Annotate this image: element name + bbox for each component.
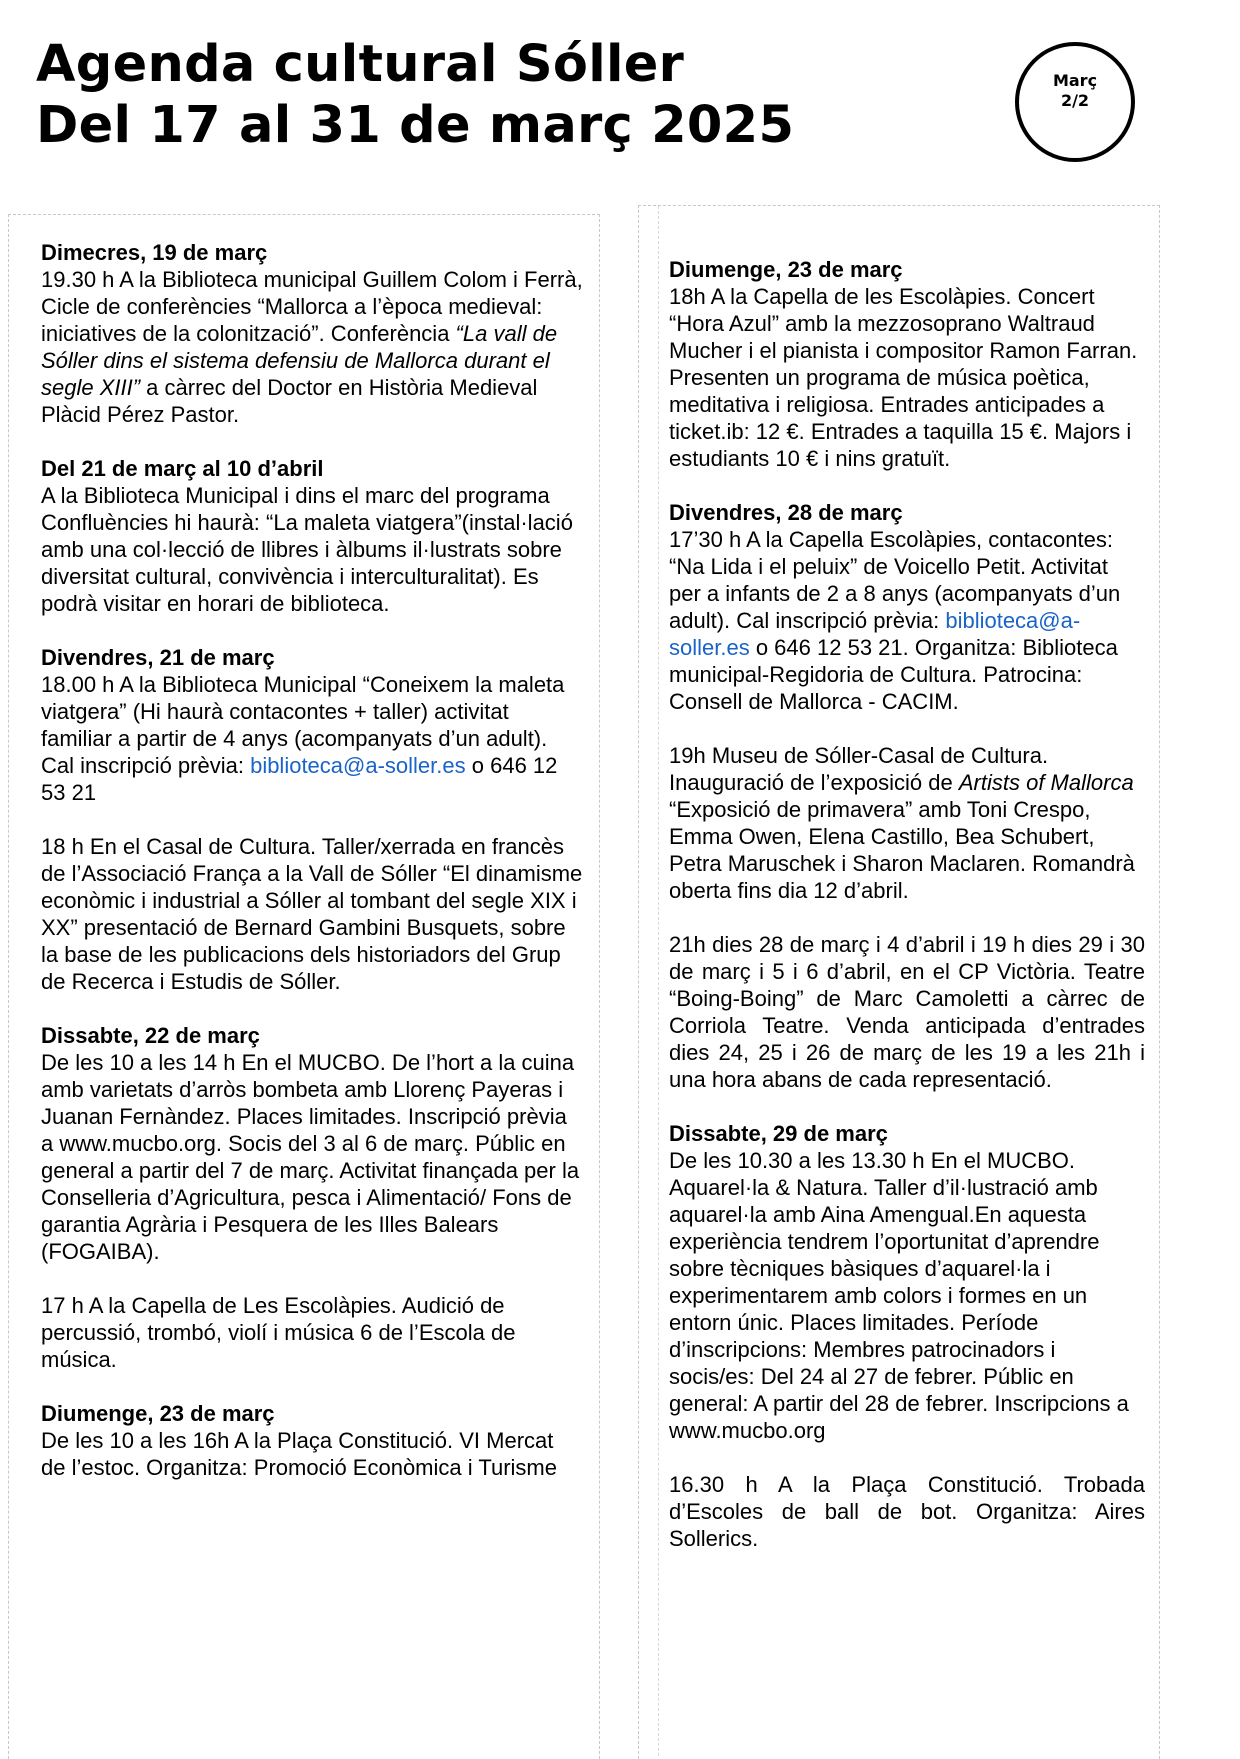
event-entry: [41, 1022, 583, 1265]
event-entry: [41, 644, 583, 806]
event-title-italic: Artists of Mallorca: [958, 770, 1134, 795]
title-line-1: Agenda cultural Sóller: [36, 35, 685, 94]
event-entry: [669, 499, 1145, 715]
event-date: Dissabte, 22 de març: [41, 1023, 260, 1048]
badge-month: Març: [1052, 71, 1098, 90]
event-date: Divendres, 21 de març: [41, 645, 275, 670]
event-date: Del 21 de març al 10 d’abril: [41, 456, 324, 481]
event-text: [669, 526, 1145, 715]
title-line-2: Del 17 al 31 de març 2025: [36, 96, 795, 155]
event-entry: [669, 931, 1145, 1093]
event-text: [41, 266, 583, 428]
event-entry: [41, 1400, 583, 1481]
event-text: A la Biblioteca Municipal i dins el marc del programa Confluències hi haurà: “La maleta viatgera”(instal·lació amb una col·lecció de llibres i àlbums il·lustrats sobre diversitat cultural, convivència i interculturalitat). Es podrà visitar en horari de biblioteca.: [41, 483, 573, 616]
event-entry: [41, 833, 583, 995]
event-text: 18h A la Capella de les Escolàpies. Concert “Hora Azul” amb la mezzosoprano Waltraud Mucher i el pianista i compositor Ramon Farran. Presenten un programa de música poètica, meditativa i religiosa. Entrades anticipades a ticket.ib: 12 €. Entrades a taquilla 15 €. Majors i estudiants 10 € i nins gratuït.: [669, 284, 1138, 471]
event-text-part: o 646 12 53 21. Organitza: Biblioteca municipal-Regidoria de Cultura. Patrocina: Consell de Mallorca - CACIM.: [669, 635, 1118, 714]
event-text-part: 19.30 h A la Biblioteca municipal Guillem Colom i Ferrà, Cicle de conferències “Mallorca a l’època medieval: iniciatives de la colonització”. Conferència: [41, 267, 583, 346]
event-text: De les 10 a les 14 h En el MUCBO. De l’hort a la cuina amb varietats d’arròs bombeta amb Llorenç Payeras i Juanan Fernàndez. Places limitades. Inscripció prèvia a www.mucbo.org. Socis del 3 al 6 de març. Públic en general a partir del 7 de març. Activitat finançada per la Conselleria d’Agricultura, pesca i Alimentació/ Fons de garantia Agrària i Pesquera de les Illes Balears (FOGAIBA).: [41, 1050, 580, 1264]
email-link[interactable]: biblioteca@a-soller.es: [669, 608, 1081, 660]
event-text: De les 10 a les 16h A la Plaça Constitució. VI Mercat de l’estoc. Organitza: Promoció Econòmica i Turisme: [41, 1428, 557, 1480]
event-entry: [669, 742, 1145, 904]
event-text-part: 17’30 h A la Capella Escolàpies, contacontes: “Na Lida i el peluix” de Voicello Petit. Activitat per a infants de 2 a 8 anys (acompanyats d’un adult). Cal inscripció prèvia:: [669, 527, 1121, 633]
event-text: [669, 742, 1145, 904]
event-text: 18 h En el Casal de Cultura. Taller/xerrada en francès de l’Associació França a la Vall de Sóller “El dinamisme econòmic i industrial a Sóller al tombant del segle XIX i XX” presentació de Bernard Gambini Busquets, sobre la base de les publicacions dels historiadors del Grup de Recerca i Estudis de Sóller.: [41, 834, 583, 994]
event-title-italic: “La vall de Sóller dins el sistema defensiu de Mallorca durant el segle XIII”: [41, 321, 558, 400]
event-entry: [41, 239, 583, 428]
left-column: [8, 214, 600, 1759]
event-date: Dimecres, 19 de març: [41, 240, 268, 265]
event-date: Diumenge, 23 de març: [41, 1401, 275, 1426]
event-text-part: a càrrec del Doctor en Història Medieval Plàcid Pérez Pastor.: [41, 375, 538, 427]
event-text: 21h dies 28 de març i 4 d’abril i 19 h dies 29 i 30 de març i 5 i 6 d’abril, en el CP Victòria. Teatre “Boing-Boing” de Marc Camoletti a càrrec de Corriola Teatre. Venda anticipada d’entrades dies 24, 25 i 26 de març de les 19 a les 21h i una hora abans de cada representació.: [669, 932, 1145, 1092]
page-title: [36, 34, 794, 156]
event-date: Divendres, 28 de març: [669, 500, 903, 525]
email-link[interactable]: biblioteca@a-soller.es: [250, 753, 466, 778]
event-text: De les 10.30 a les 13.30 h En el MUCBO. Aquarel·la & Natura. Taller d’il·lustració amb aquarel·la amb Aina Amengual.En aquesta experiència tendrem l’oportunitat d’aprendre sobre tècniques bàsiques d’aquarel·la i experimentarem amb colors i formes en un entorn únic. Places limitades. Període d’inscripcions: Membres patrocinadors i socis/es: Del 24 al 27 de febrer. Públic en general: A partir del 28 de febrer. Inscripcions a www.mucbo.org: [669, 1148, 1129, 1443]
event-text-part: “Exposició de primavera” amb Toni Crespo, Emma Owen, Elena Castillo, Bea Schubert, Petra Maruschek i Sharon Maclaren. Romandrà oberta fins dia 12 d’abril.: [669, 797, 1135, 903]
event-text-part: 18.00 h A la Biblioteca Municipal “Coneixem la maleta viatgera” (Hi haurà contacontes + taller) activitat familiar a partir de 4 anys (acompanyats d’un adult). Cal inscripció prèvia:: [41, 672, 565, 778]
event-text: 17 h A la Capella de Les Escolàpies. Audició de percussió, trombó, violí i música 6 de l’Escola de música.: [41, 1293, 516, 1372]
badge-page: 2/2: [1060, 91, 1090, 110]
event-entry: [41, 1292, 583, 1373]
event-entry: [41, 455, 583, 617]
page-badge: [1015, 42, 1135, 162]
event-text: 16.30 h A la Plaça Constitució. Trobada d’Escoles de ball de bot. Organitza: Aires Sollerics.: [669, 1472, 1145, 1551]
event-entry: [669, 1120, 1145, 1444]
event-text: [41, 671, 583, 806]
event-date: Dissabte, 29 de març: [669, 1121, 888, 1146]
event-entry: [669, 256, 1145, 472]
event-entry: [669, 1471, 1145, 1552]
event-text-part: 19h Museu de Sóller-Casal de Cultura. Inauguració de l’exposició de: [669, 743, 1049, 795]
event-text-part: o 646 12 53 21: [41, 753, 558, 805]
event-date: Diumenge, 23 de març: [669, 257, 903, 282]
right-column: [638, 205, 1160, 1759]
